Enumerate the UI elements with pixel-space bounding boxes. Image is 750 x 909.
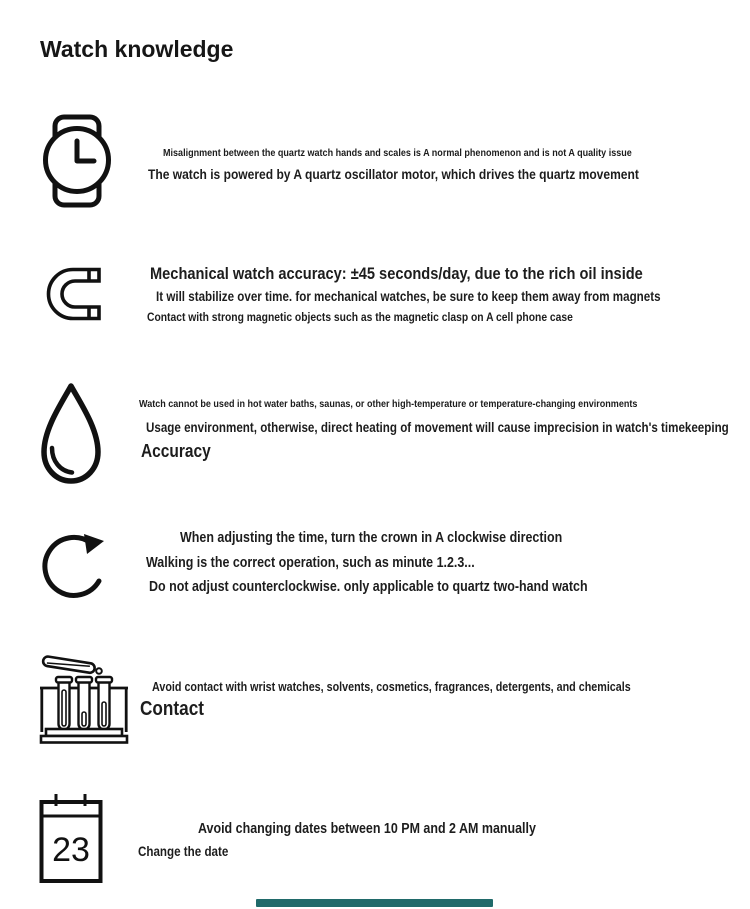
page-title: Watch knowledge [40, 36, 234, 62]
magnet-section-line-2: It will stabilize over time. for mechanical watches, be sure to keep them away from magnets [156, 289, 661, 304]
magnet-icon [46, 267, 102, 321]
test-tubes-icon [38, 648, 130, 745]
calendar-icon [39, 792, 103, 884]
crown-section-line-2: Walking is the correct operation, such as minute 1.2.3... [146, 555, 475, 571]
water-section-line-2: Usage environment, otherwise, direct heating of movement will cause imprecision in watch's timekeeping [146, 420, 729, 435]
date-section-line-2: Change the date [138, 844, 229, 859]
clockwise-arrow-icon [40, 524, 110, 606]
chemicals-section-line-2: Contact [140, 698, 205, 720]
chemicals-section-line-1: Avoid contact with wrist watches, solvents, cosmetics, fragrances, detergents, and chemicals [152, 680, 631, 694]
watch-section-line-1: Misalignment between the quartz watch hands and scales is A normal phenomenon and is not A quality issue [163, 147, 632, 159]
watch-icon [42, 114, 112, 208]
date-section-line-1: Avoid changing dates between 10 PM and 2 AM manually [198, 821, 536, 837]
crown-section-line-1: When adjusting the time, turn the crown in A clockwise direction [180, 530, 563, 546]
crown-section-line-3: Do not adjust counterclockwise. only applicable to quartz two-hand watch [149, 579, 588, 595]
magnet-section-line-3: Contact with strong magnetic objects such as the magnetic clasp on A cell phone case [147, 310, 573, 324]
page-end-bar [256, 899, 493, 907]
magnet-section-line-1: Mechanical watch accuracy: ±45 seconds/day, due to the rich oil inside [150, 264, 643, 283]
calendar-day-number: 23 [52, 831, 90, 869]
water-drop-icon [38, 382, 104, 486]
water-section-line-1: Watch cannot be used in hot water baths, saunas, or other high-temperature or temperature-changing environments [139, 398, 638, 410]
watch-section-line-2: The watch is powered by A quartz oscillator motor, which drives the quartz movement [148, 166, 639, 182]
water-section-line-3: Accuracy [141, 441, 211, 461]
